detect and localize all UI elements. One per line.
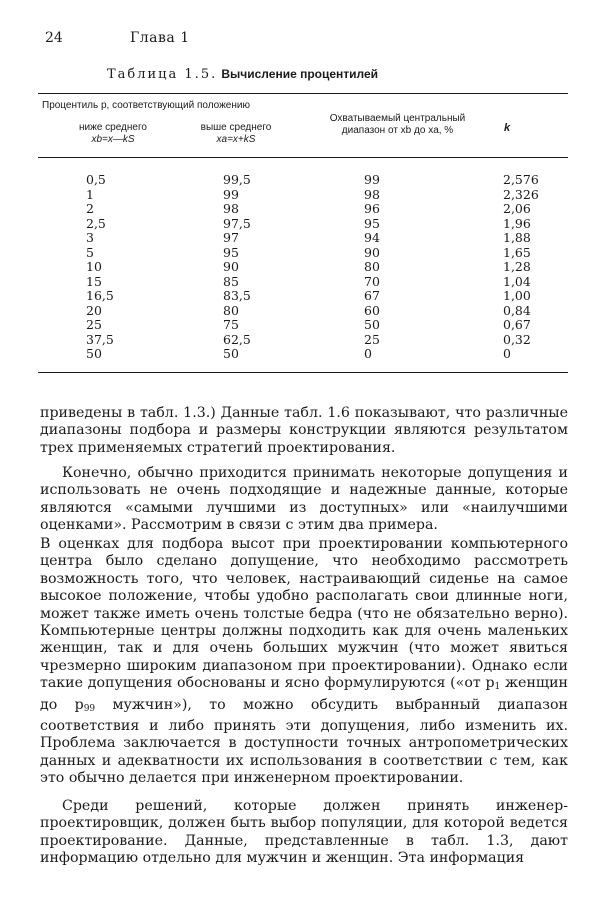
column-header-above-line2: xa=x+kS <box>216 134 256 145</box>
column-header-below <box>58 122 168 146</box>
column-header-coverage-line1: Охватываемый центральный <box>329 113 466 124</box>
table-cell: 95 <box>364 215 380 231</box>
table-cell: 1,88 <box>503 230 531 245</box>
table-cell: 0 <box>503 346 511 361</box>
table-cell: 1 <box>86 186 94 202</box>
column-group-header: Процентиль p, соответствующий положению <box>42 100 250 111</box>
table-cell: 2,06 <box>503 201 531 216</box>
subscript-1: 1 <box>494 682 501 693</box>
table-cell: 99 <box>364 172 380 187</box>
table-column-k <box>503 173 539 362</box>
table-cell: 96 <box>364 201 380 216</box>
subscript-99: 99 <box>83 703 96 714</box>
table-cell: 10 <box>86 259 102 274</box>
table-cell: 0,67 <box>503 317 531 332</box>
column-header-below-line2: xb=x—kS <box>91 134 135 145</box>
table-cell: 2 <box>86 201 94 216</box>
paragraph-3-part-b: женщин до p <box>40 675 569 713</box>
table-cell: 25 <box>364 331 380 347</box>
table-cell: 1,65 <box>503 244 531 260</box>
paragraph-4: Среди решений, которые должен принять инженер-проектировщик, должен быть выбор популяции, для которой ведется проектирование. Данные, представленные в табл. 1.3, дают информацию отдельно для мужчин и женщин. Эта информация <box>40 798 568 867</box>
table-cell: 2,576 <box>503 172 539 187</box>
table-cell: 0,32 <box>503 331 531 347</box>
column-header-above <box>186 122 286 146</box>
table-cell: 50 <box>223 346 239 361</box>
column-header-coverage-line2: диапазон от xb до xa, % <box>341 125 454 136</box>
table-cell: 20 <box>86 302 102 318</box>
table-cell: 98 <box>364 186 380 202</box>
table-cell: 1,96 <box>503 215 531 231</box>
table-column-coverage <box>364 173 380 362</box>
table-cell: 25 <box>86 317 102 332</box>
paragraph-1: приведены в табл. 1.3.) Данные табл. 1.6 показывают, что различные диапазоны подбора и размеры конструкции являются результатом трех применяемых стратегий проектирования. <box>40 405 568 456</box>
table-cell: 90 <box>364 244 380 260</box>
table-cell: 80 <box>223 302 239 318</box>
table-cell: 16,5 <box>86 288 114 303</box>
table-cell: 15 <box>86 273 102 289</box>
table-cell: 0 <box>364 346 372 361</box>
table-header-rule <box>38 157 568 158</box>
table-cell: 67 <box>364 288 380 303</box>
table-cell: 83,5 <box>223 288 251 303</box>
table-caption-title: Вычисление процентилей <box>221 67 379 81</box>
paragraph-3-part-c: мужчин»), то можно обсудить выбранный диапазон соответствия и либо принять эти допущения, либо изменить их. Проблема заключается в доступности точных антропометрических данных и адекватности их использования в соответствии с тем, как это обычно делается при инженерном проектировании. <box>40 696 568 787</box>
table-cell: 0,84 <box>503 302 531 318</box>
table-cell: 97 <box>223 230 239 245</box>
column-header-above-line1: выше среднего <box>200 122 272 133</box>
table-cell: 2,326 <box>503 186 539 202</box>
table-cell: 70 <box>364 273 380 289</box>
table-caption <box>107 67 378 82</box>
column-header-k: k <box>504 122 511 134</box>
table-cell: 37,5 <box>86 331 114 347</box>
column-header-coverage <box>310 113 485 137</box>
table-cell: 60 <box>364 302 380 318</box>
table-cell: 5 <box>86 244 94 260</box>
paragraph-2: Конечно, обычно приходится принимать некоторые допущения и использовать не очень подходящие и надежные данные, которые являются «самыми лучшими из доступных» или «наилучшими оценками». Рассмотрим в связи с этим два примера. <box>40 465 568 534</box>
column-header-below-line1: ниже среднего <box>79 122 147 133</box>
table-cell: 99,5 <box>223 172 251 187</box>
table-cell: 2,5 <box>86 215 106 231</box>
table-cell: 97,5 <box>223 215 251 231</box>
table-caption-label: Таблица 1.5. <box>107 67 218 82</box>
table-cell: 1,00 <box>503 288 531 303</box>
table-cell: 50 <box>364 317 380 332</box>
table-cell: 94 <box>364 230 380 245</box>
table-cell: 62,5 <box>223 331 251 347</box>
table-column-above <box>223 173 251 362</box>
table-cell: 85 <box>223 273 239 289</box>
chapter-heading: Глава 1 <box>130 30 190 46</box>
table-cell: 1,28 <box>503 259 531 274</box>
table-cell: 1,04 <box>503 273 531 289</box>
table-cell: 75 <box>223 317 239 332</box>
table-cell: 80 <box>364 259 380 274</box>
table-cell: 98 <box>223 201 239 216</box>
table-cell: 95 <box>223 244 239 260</box>
paragraph-3 <box>40 536 568 788</box>
table-bottom-rule <box>38 372 568 373</box>
paragraph-3-part-a: В оценках для подбора высот при проектировании компьютерного центра было сделано допущение, что необходимо рассмотреть возможность того, что человек, настраивающий сиденье на самое высокое положение, чтобы удобно располагать свои длинные ноги, может также иметь очень толстые бедра (что не обязательно верно). Компьютерные центры должны подходить как для очень маленьких женщин, так и для очень больших мужчин (что может явиться чрезмерно широким диапазоном при проектировании). Однако если такие допущения обоснованы и ясно формулируются («от p <box>40 536 568 692</box>
page-number: 24 <box>45 30 63 46</box>
table-cell: 99 <box>223 186 239 202</box>
table-cell: 3 <box>86 230 94 245</box>
table-cell: 0,5 <box>86 172 106 187</box>
table-cell: 90 <box>223 259 239 274</box>
table-cell: 50 <box>86 346 102 361</box>
table-column-below <box>86 173 114 362</box>
table-top-rule <box>38 93 568 94</box>
